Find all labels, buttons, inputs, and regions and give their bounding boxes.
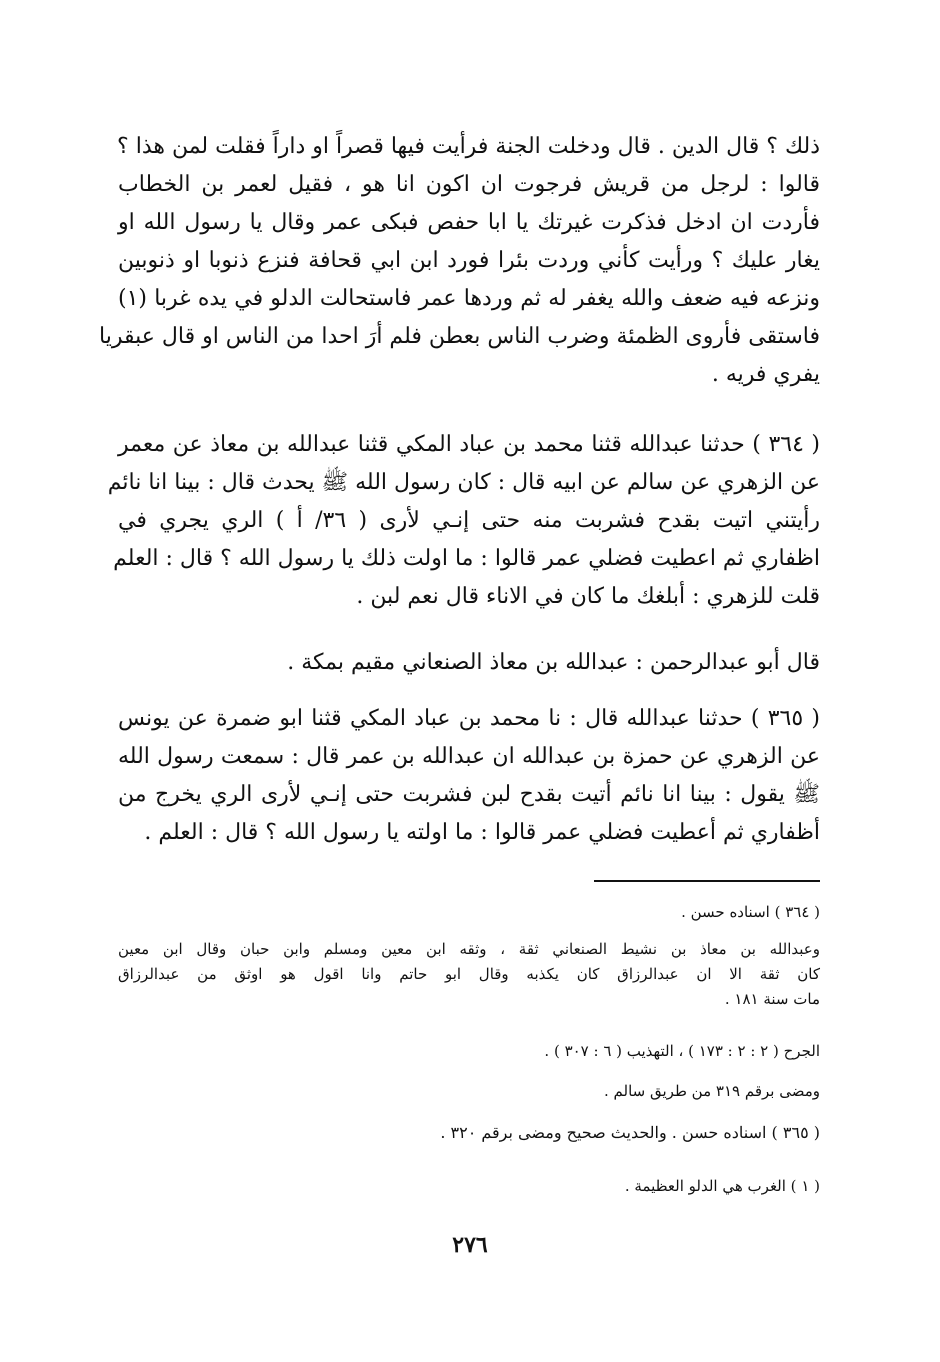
footnote-365: ( ٣٦٥ ) اسناده حسن . والحديث صحيح ومضى برقم ٣٢٠ .	[440, 1123, 820, 1142]
text-line: ( ٣٦٥ ) حدثنا عبدالله قال : نا محمد بن عباد المكي قثنا ابو ضمرة عن يونس	[118, 706, 820, 731]
footnote-madda: ومضى برقم ٣١٩ من طريق سالم .	[604, 1082, 820, 1100]
footnote-separator	[594, 880, 820, 882]
text-line: قالوا : لرجل من قريش فرجوت ان اكون انا هو ، فقيل لعمر بن الخطاب	[118, 172, 820, 197]
text-line: ونزعه فيه ضعف والله يغفر له ثم وردها عمر فاستحالت الدلو في يده غربا (١)	[118, 286, 820, 311]
text-line: ( ٣٦٤ ) حدثنا عبدالله قثنا محمد بن عباد المكي قثنا عبدالله بن معاذ عن معمر	[118, 432, 821, 457]
footnote-line: مات سنة ١٨١ .	[724, 990, 820, 1008]
footnote-line: وعبدالله بن معاذ بن نشيط الصنعاني ثقة ، وثقه ابن معين ومسلم وابن حبان وقال ابن معين	[118, 940, 820, 958]
text-line: ﷺ يقول : بينا انا نائم أتيت بقدح لبن فشربت حتى إنـي لأرى الري يخرج من	[118, 782, 820, 807]
text-line: عن الزهري عن سالم عن ابيه قال : كان رسول الله ﷺ يحدث قال : بينا انا نائم	[107, 470, 820, 495]
text-line: رأيتني اتيت بقدح فشربت منه حتى إنـي لأرى ( ٣٦/ أ ) الري يجري في	[118, 508, 820, 533]
footnote-364: ( ٣٦٤ ) اسناده حسن .	[681, 903, 820, 921]
text-line: يغار عليك ؟ ورأيت كأني وردت بئرا فورد ابن ابي قحافة فنزع ذنوبا او ذنوبين	[118, 248, 820, 273]
page-number: ٢٧٦	[452, 1232, 488, 1258]
paragraph-hadith-continuation	[99, 128, 820, 394]
text-line: فاستقى فأروى الظمئة وضرب الناس بعطن فلم أرَ احدا من الناس او قال عبقريا	[99, 324, 820, 349]
footnote-1: ( ١ ) الغرب هي الدلو العظيمة .	[624, 1177, 820, 1195]
footnote-line: كان ثقة الا ان عبدالرزاق كان يكذبه وقال ابو حاتم وانا اقول هو اوثق من عبدالرزاق	[118, 965, 820, 983]
text-line: عن الزهري عن حمزة بن عبدالله ان عبدالله بن عمر قال : سمعت رسول الله	[118, 744, 820, 769]
text-line: قال أبو عبدالرحمن : عبدالله بن معاذ الصنعاني مقيم بمكة .	[287, 650, 820, 675]
text-line: أظفاري ثم أعطيت فضلي عمر قالوا : ما اولته يا رسول الله ؟ قال : العلم .	[144, 820, 820, 845]
text-line: يفري فريه .	[711, 362, 820, 387]
paragraph-abu-abdulrahman-note	[118, 644, 820, 682]
paragraph-hadith-365	[118, 700, 820, 852]
text-line: فأردت ان ادخل فذكرت غيرتك يا ابا حفص فبكى عمر وقال يا رسول الله او	[118, 210, 820, 235]
footnote-ibn-muadh	[118, 937, 820, 1012]
text-line: ذلك ؟ قال الدين . قال ودخلت الجنة فرأيت فيها قصراً او داراً فقلت لمن هذا ؟	[117, 134, 820, 159]
text-line: قلت للزهري : أبلغك ما كان في الاناء قال نعم لبن .	[356, 584, 820, 609]
footnote-jarh-tahdhib: الجرح ( ٢ : ٢ : ١٧٣ ) ، التهذيب ( ٦ : ٣٠٧ ) .	[544, 1042, 820, 1060]
text-line: اظفاري ثم اعطيت فضلي عمر قالوا : ما اولت ذلك يا رسول الله ؟ قال : العلم	[113, 546, 820, 571]
paragraph-hadith-364	[107, 426, 821, 616]
